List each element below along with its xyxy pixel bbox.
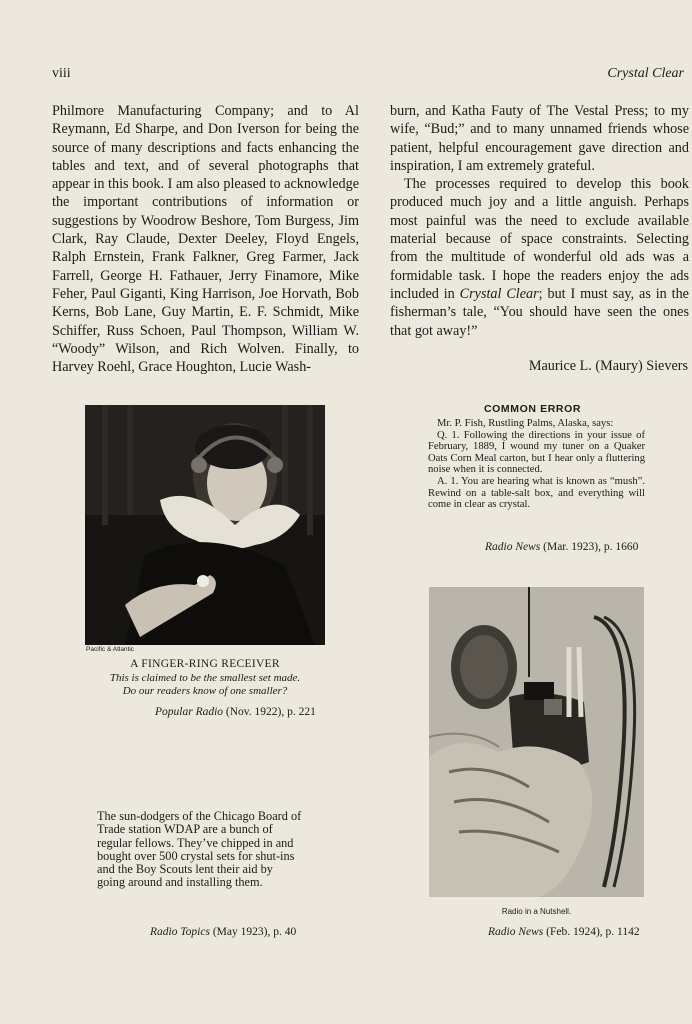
finger-ring-caption: This is claimed to be the smallest set made. Do our readers know of one smaller? [109, 672, 301, 697]
common-error-body [428, 418, 645, 511]
woman-headphones-illustration [85, 405, 325, 645]
finger-ring-source: Popular Radio (Nov. 1922), p. 221 [155, 706, 316, 718]
author-signature: Maurice L. (Maury) Sievers [528, 358, 688, 374]
paragraph-processes: The processes required to develop this book produced much joy and a little anguish. Perhaps most painful was the need to exclude available material because of space constraints. Selecting from the multitude of wonderful old ads was a formidable task. I hope the readers enjoy the ads included in Crystal Clear; but I must say, as in the fisherman’s tale, “You should have seen the ones that got away!” [390, 176, 689, 339]
nutshell-photo [429, 587, 644, 897]
nutshell-caption: Radio in a Nutshell. [501, 907, 572, 916]
paragraph-continuation: burn, and Katha Fauty of The Vestal Press; to my wife, “Bud;” and to many unnamed friends whose patient, helpful encouragement gave direction and inspiration, I am extremely grateful. [390, 103, 689, 174]
page-number: viii [52, 66, 71, 81]
running-title: Crystal Clear [607, 66, 684, 81]
book-title: Crystal Clear [459, 285, 539, 302]
common-error-lead: Mr. P. Fish, Rustling Palms, Alaska, says: [437, 418, 614, 429]
sun-dodgers-text: The sun-dodgers of the Chicago Board of Trade station WDAP are a bunch of regular fellows. They’ve chipped in and bought over 500 crystal sets for shut-ins and the Boy Scouts lent their aid by going around and installing them. [97, 809, 302, 890]
sun-dodgers-source: Radio Topics (May 1923), p. 40 [150, 926, 297, 938]
acknowledgments-text-right [390, 102, 689, 340]
common-error-title: COMMON ERROR [483, 403, 582, 415]
photo-credit: Pacific & Atlantic [86, 646, 135, 653]
finger-ring-title: A FINGER-RING RECEIVER [130, 658, 280, 670]
finger-ring-photo [85, 405, 325, 645]
hand-holding-nutshell-illustration [429, 587, 644, 897]
common-error-source: Radio News (Mar. 1923), p. 1660 [485, 541, 639, 553]
nutshell-source: Radio News (Feb. 1924), p. 1142 [488, 926, 640, 938]
common-error-answer: A. 1. You are hearing what is known as “mush”. Rewind on a table-salt box, and everything will come in clear as crystal. [428, 475, 645, 511]
acknowledgments-text-left: Philmore Manufacturing Company; and to Al Reymann, Ed Sharpe, and Don Iverson for being the source of many descriptions and facts enhancing the tables and text, and of several photographs that appear in this book. I am also pleased to acknowledge the important contributions of information or suggestions by Woodrow Beshore, Tom Burgess, Jim Clark, Ray Claude, Dexter Deeley, Floyd Engels, Ralph Ernstein, Frank Falkner, Greg Farmer, Jack Farrell, George H. Fathauer, Jerry Finamore, Mike Feher, Paul Giganti, King Harrison, Joe Horvath, Bob Kerns, Bob Lane, Guy Martin, E. F. Schmidt, Mike Schiffer, Russ Schoen, Paul Thompson, William W. “Woody” Wilson, and Rich Wolven. Finally, to Harvey Roehl, Grace Houghton, Lucie Wash- [52, 103, 359, 376]
common-error-question: Q. 1. Following the directions in your issue of February, 1889, I wound my tuner on a Quaker Oats Corn Meal carton, but I hear only a fluttering noise when it is connected. [428, 429, 645, 476]
